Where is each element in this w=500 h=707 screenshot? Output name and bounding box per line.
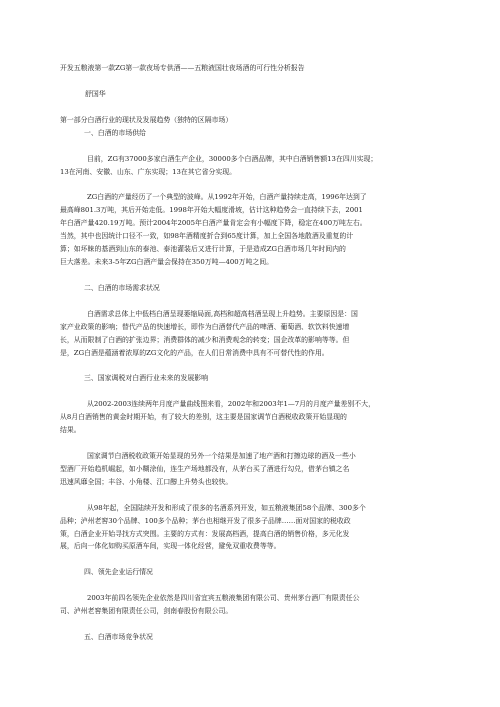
paragraph-line: 算；如坏睐的基酒到山东的泰池、泰池灌装后又进行计算，于是造成ZG白酒市场几年时间内的 (60, 245, 346, 254)
paragraph-line: ZG白酒的产量经历了一个典型的波峰。从1992年开始，白酒产量持续走高，1996年达到了 (87, 193, 367, 202)
paragraph (60, 308, 440, 360)
paragraph-line: 13在河南、安徽、山东、广东实现；13在其它省分实现。 (60, 167, 237, 176)
paragraph-line: 白酒需求总体上中低档白酒呈现萎缩局面,高档和超高档酒呈现上升趋势。主要原因是：国 (87, 309, 358, 318)
paragraph-line: 型酒厂开始趋机崛起，如小糊涂仙，连生产场地都没有，从茅台买了酒进行勾兑，借茅台镇之名 (60, 464, 350, 473)
section-heading: 一、白酒的市场供给 (84, 128, 147, 137)
part1-heading: 第一部分白酒行业的现状及发展趋势（独特的区隔市场） (60, 115, 233, 124)
paragraph-line: 品种；泸州老窖30个品牌、100多个品种；茅台也相继开发了很多子品牌……面对国家的税收政 (60, 516, 351, 525)
document-author: 舒国华 (85, 89, 106, 98)
section-heading: 五、白酒市场竞争状况 (84, 633, 153, 642)
paragraph-line: 巨大落差。未来3-5年ZG白酒产量会保持在350万吨—400万吨之间。 (60, 257, 274, 266)
paragraph-line: 是，ZG白酒是蕴涵着浓厚的ZG文化的产品，在人们日常消费中具有不可替代性的作用。 (60, 348, 329, 357)
paragraph-line: 目前，ZG有37000多家白酒生产企业，30000多个白酒品牌，其中白酒销售额13在四川实现； (87, 154, 378, 163)
paragraph-line: 最高峰801.3万吨，其后开始走低。1998年开始大幅度滑坡，估计这种趋势会一直持续下去，2001 (60, 206, 363, 215)
paragraph-line: 从2002-2003连续两年月度产量曲线图来看，2002年和2003年1—7月的月度产量差别不大， (87, 400, 375, 409)
paragraph-line: 司、泸州老窖集团有限责任公司，剑南春股份有限公司。 (60, 607, 233, 616)
paragraph (60, 592, 440, 618)
section-heading: 四、领先企业运行情况 (84, 568, 153, 577)
paragraph-line: 迅速风靡全国；丰谷、小角楼、江口醇上升势头也较快。 (60, 477, 233, 486)
paragraph-line: 年白酒产量420.19万吨。预计2004年2005年白酒产量肯定会有小幅度下降，稳定在400万吨左右。 (60, 219, 367, 228)
section-heading: 二、白酒的市场需求状况 (84, 283, 160, 292)
paragraph-line: 家产业政策的影响；替代产品的快速增长，即作为白酒替代产品的啤酒、葡萄酒、软饮料快速增 (60, 322, 350, 331)
document-title: 开发五粮液第一款ZG第一款夜场专供酒——五粮液国壮夜场酒的可行性分析报告 (60, 64, 305, 72)
section-heading: 三、国家调税对白酒行业未来的发展影响 (84, 374, 209, 383)
paragraph (60, 502, 440, 554)
document-body (60, 127, 440, 644)
paragraph-line: 从98年起，全国陆续开发和形成了很多的名酒系列开发，如五粮液集团58个品牌、300多个 (87, 503, 366, 512)
paragraph-line: 长，从而限制了白酒的扩张边界；消费群体的减少和消费观念的转变；国企改革的影响等等。但 (60, 335, 350, 344)
paragraph-line: 策，白酒企业开始寻找方式突围。主要的方式有：发展高档酒，提高白酒的销售价格，多元化发 (60, 529, 350, 538)
paragraph-line: 国家调节白酒税收政策开始显现的另外一个结果是加速了地产酒和打擦边球的酒及一些小 (87, 452, 356, 461)
paragraph-line: 当然，其中也因统计口径不一致，如98年酒精度折合到65度计算，加上全国各地散酒及重复的计 (60, 232, 354, 241)
paragraph (60, 450, 440, 489)
paragraph-line: 2003年前四名领先企业依然是四川省宜宾五粮液集团有限公司、贵州茅台酒厂有限责任公 (87, 594, 360, 603)
paragraph-line: 展，后向一体化如购买原酒车间，实现一体化经营，避免双重收费等等。 (60, 542, 281, 551)
paragraph-line: 从8月白酒销售的黄金时期开始，有了较大的差别，这主要是国家调节白酒税收政策开始显现的 (60, 413, 347, 422)
paragraph-line: 结果。 (60, 426, 81, 435)
paragraph (60, 398, 440, 437)
paragraph (60, 153, 440, 179)
paragraph (60, 191, 440, 268)
